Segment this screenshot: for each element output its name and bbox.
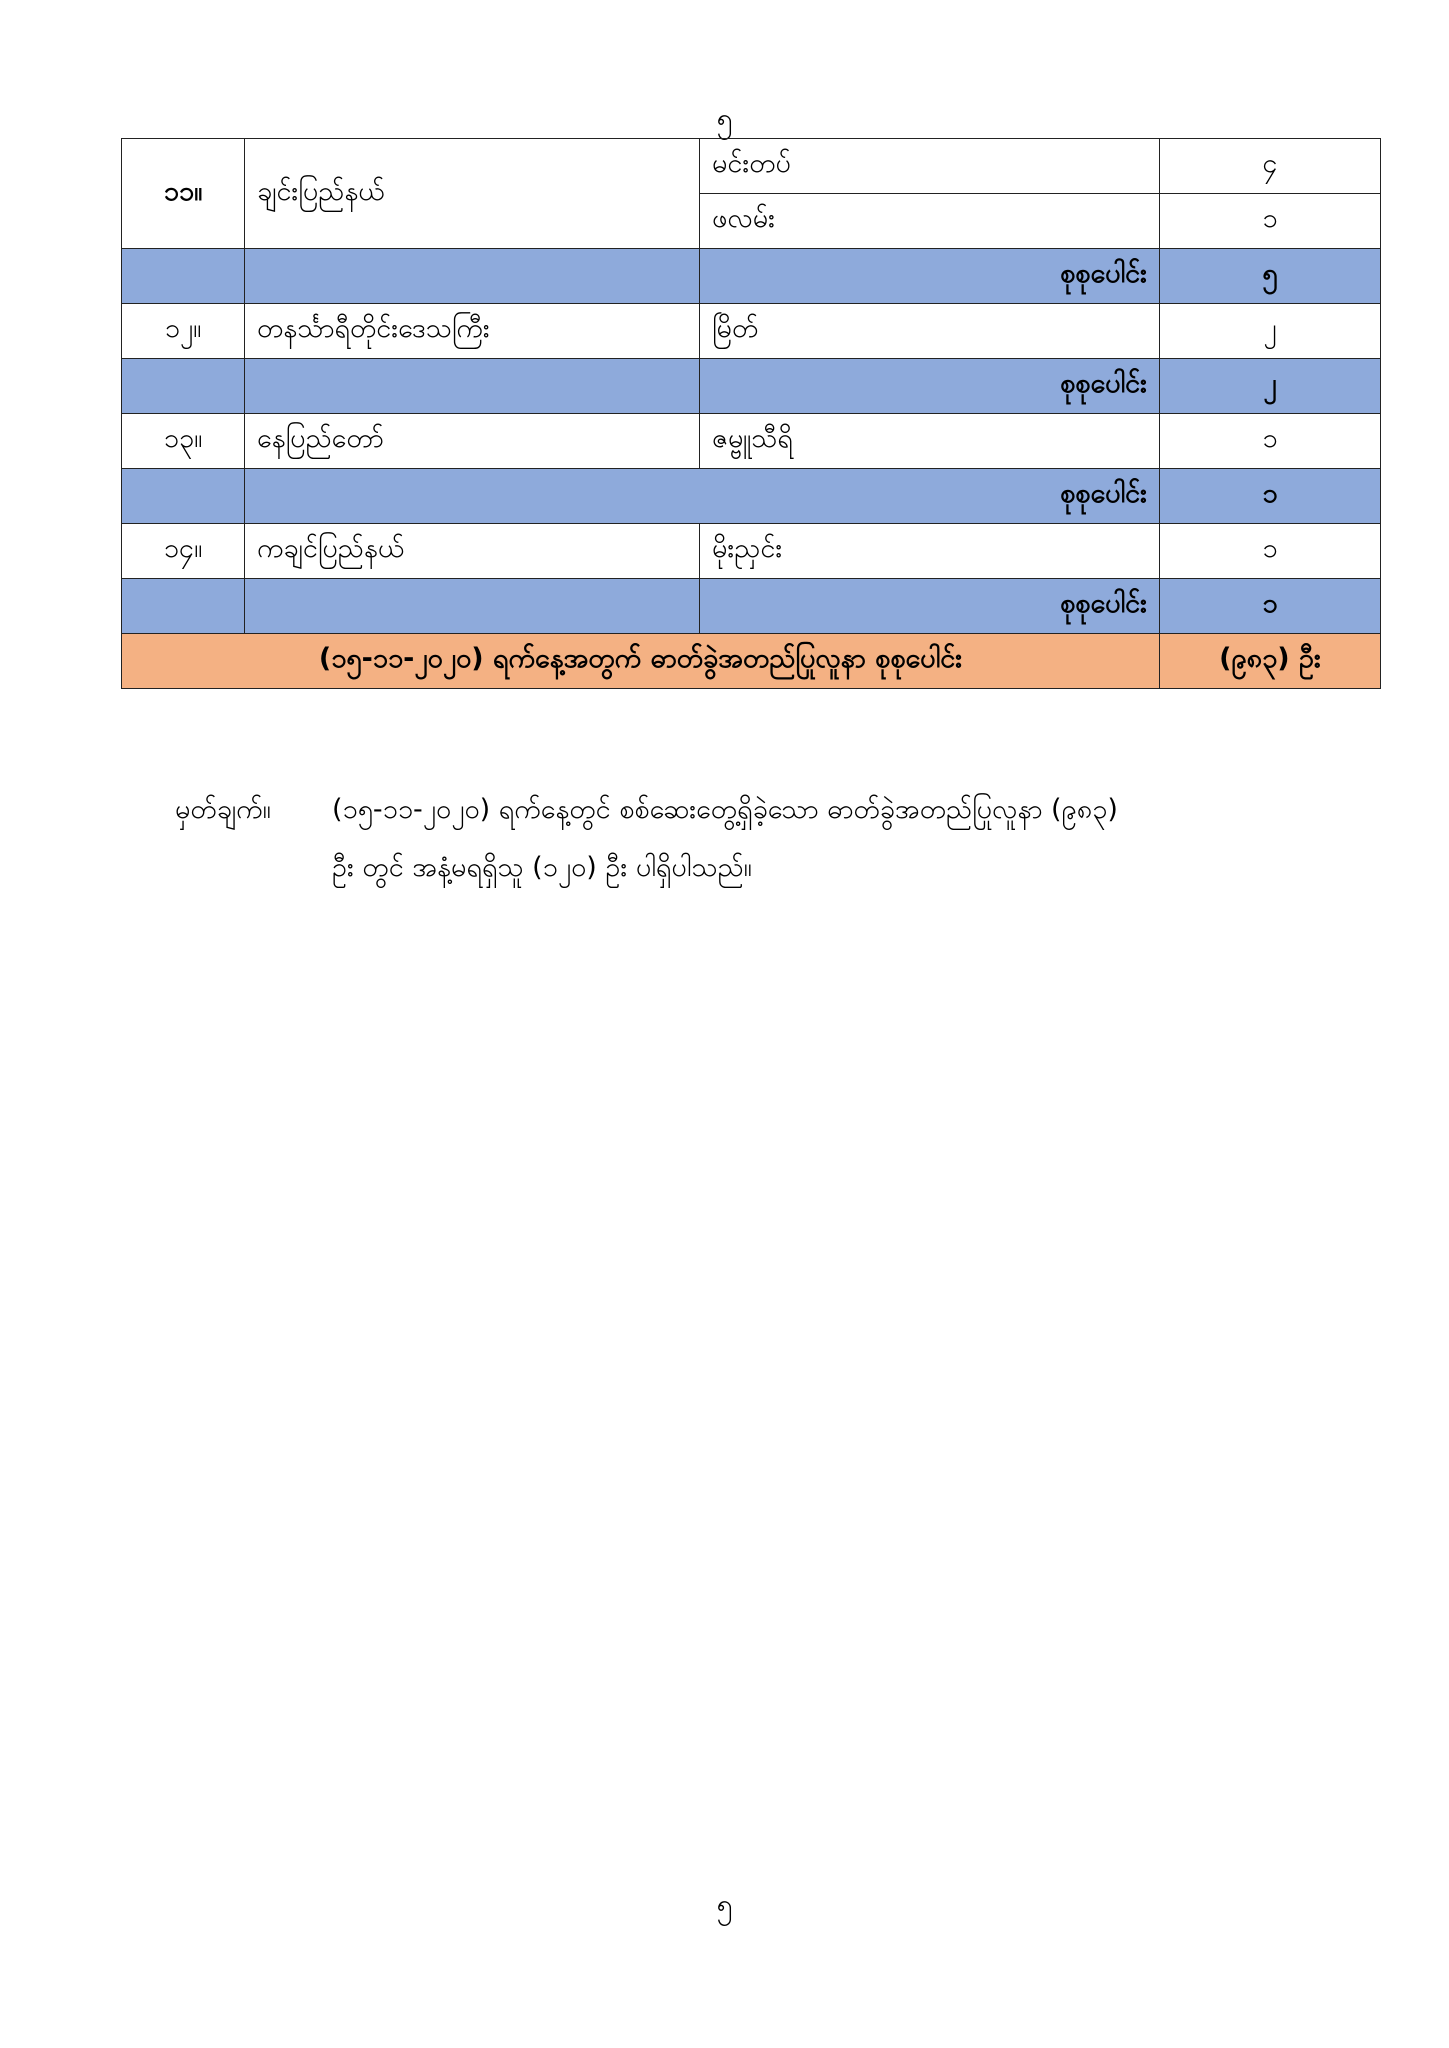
subtotal-label: စုစုပေါင်း	[245, 469, 1160, 524]
region-cell: ကချင်ပြည်နယ်	[245, 524, 700, 579]
confirmed-cases-table	[121, 138, 1381, 689]
row-number: ၁၁။	[122, 139, 245, 249]
table-row	[122, 414, 1381, 469]
township-cell: မြိတ်	[700, 304, 1160, 359]
subtotal-row	[122, 579, 1381, 634]
subtotal-value: ၁	[1160, 579, 1381, 634]
subtotal-row	[122, 469, 1381, 524]
region-cell: ချင်းပြည်နယ်	[245, 139, 700, 249]
empty-cell	[122, 579, 245, 634]
count-cell: ၁	[1160, 194, 1381, 249]
subtotal-value: ၁	[1160, 469, 1381, 524]
region-cell: နေပြည်တော်	[245, 414, 700, 469]
empty-cell	[245, 579, 700, 634]
region-cell: တနင်္သာရီတိုင်းဒေသကြီး	[245, 304, 700, 359]
township-cell: ဇမ္ဗူသီရိ	[700, 414, 1160, 469]
subtotal-value: ၂	[1160, 359, 1381, 414]
count-cell: ၁	[1160, 524, 1381, 579]
grand-total-value: (၉၈၃) ဦး	[1160, 634, 1381, 689]
count-cell: ၄	[1160, 139, 1381, 194]
subtotal-label: စုစုပေါင်း	[700, 359, 1160, 414]
subtotal-label: စုစုပေါင်း	[700, 249, 1160, 304]
township-cell: မိုးညှင်း	[700, 524, 1160, 579]
note-line-1: (၁၅-၁၁-၂၀၂၀) ရက်နေ့တွင် စစ်ဆေးတွေ့ရှိခဲ့သော ဓာတ်ခွဲအတည်ပြုလူနာ (၉၈၃)	[332, 794, 1118, 825]
empty-cell	[122, 249, 245, 304]
count-cell: ၁	[1160, 414, 1381, 469]
note-line-2: ဦး တွင် အနံ့မရရှိသူ (၁၂၀) ဦး ပါရှိပါသည်။	[332, 852, 752, 883]
note-label: မှတ်ချက်။	[175, 794, 271, 825]
subtotal-row	[122, 359, 1381, 414]
subtotal-row	[122, 249, 1381, 304]
count-cell: ၂	[1160, 304, 1381, 359]
table-row	[122, 304, 1381, 359]
subtotal-label: စုစုပေါင်း	[700, 579, 1160, 634]
page-number-bottom: ၅	[716, 1888, 733, 1921]
grand-total-row	[122, 634, 1381, 689]
row-number: ၁၂။	[122, 304, 245, 359]
empty-cell	[245, 249, 700, 304]
page-number-top: ၅	[716, 102, 733, 135]
subtotal-value: ၅	[1160, 249, 1381, 304]
empty-cell	[122, 359, 245, 414]
row-number: ၁၃။	[122, 414, 245, 469]
township-cell: ဖလမ်း	[700, 194, 1160, 249]
grand-total-label: (၁၅-၁၁-၂၀၂၀) ရက်နေ့အတွက် ဓာတ်ခွဲအတည်ပြုလူနာ စုစုပေါင်း	[122, 634, 1160, 689]
empty-cell	[122, 469, 245, 524]
empty-cell	[245, 359, 700, 414]
row-number: ၁၄။	[122, 524, 245, 579]
township-cell: မင်းတပ်	[700, 139, 1160, 194]
table-row	[122, 139, 1381, 194]
table-row	[122, 524, 1381, 579]
